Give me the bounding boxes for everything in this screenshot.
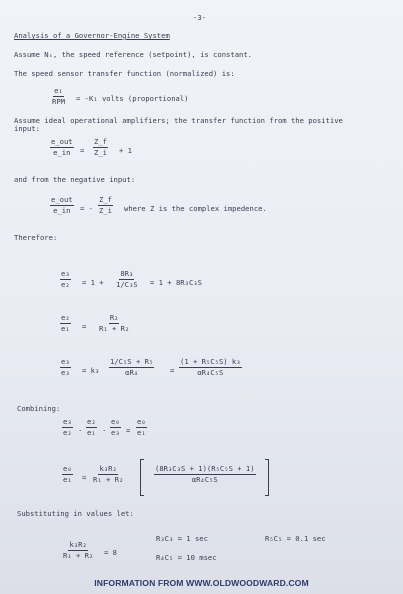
equation-2-lhs: $\frac{\text{e₂}}{\text{e₁}}$ xyxy=(61,313,70,333)
footer-watermark: INFORMATION FROM WWW.OLDWOODWARD.COM xyxy=(94,578,309,588)
paragraph-sensor: The speed sensor transfer function (normalized) is: xyxy=(14,69,235,78)
equation-4-factor-1: $\frac{\text{e₃}}{\text{e₂}}$ xyxy=(63,417,72,437)
value-r5c5: R₅C₅ = 0.1 sec xyxy=(265,534,326,543)
equation-1-eq: = 1 + xyxy=(82,278,104,287)
equation-4-dot-2: · xyxy=(102,426,107,435)
equation-positive-rhs: + 1 xyxy=(119,146,132,155)
equation-positive-lhs: e_out e_in xyxy=(51,137,73,157)
equation-1-lhs: $\frac{\text{e₃}}{\text{e₂}}$ xyxy=(61,269,70,289)
equation-negative-rhs-fraction: $\frac{Z\_f}{Z\_i}$ xyxy=(99,195,112,215)
heading: Analysis of a Governor-Engine System xyxy=(14,31,170,40)
paragraph-substituting: Substituting in values let: xyxy=(17,509,134,518)
page-number: -3- xyxy=(193,13,206,22)
equation-6-fraction: $\frac{\text{k₃R₂}}{\text{R₁ + R₂}}$ xyxy=(63,540,94,560)
equation-negative-lhs: e_out e_in xyxy=(51,195,73,215)
equation-3-lhs: $\frac{\text{e₃}}{\text{e₃}}$ xyxy=(61,357,70,377)
equation-1-rhs: = 1 + 8R₃C₃S xyxy=(150,278,202,287)
equation-sensor-rhs: = -K₁ volts (proportional) xyxy=(76,94,189,103)
equation-negative-note: where Z is the complex impedence. xyxy=(124,204,267,213)
equation-4-dot-1: · xyxy=(78,426,83,435)
equation-2-rhs-fraction: $\frac{\text{R₂}}{\text{R₁ + R₂}}$ xyxy=(99,313,130,333)
equation-sensor-fraction: e₁ RPM xyxy=(52,86,65,106)
right-bracket xyxy=(265,459,269,496)
value-r3c3: R₃C₃ = 1 sec xyxy=(156,534,208,543)
equation-3-eq: = k₃ xyxy=(82,366,100,375)
paragraph-therefore: Therefore: xyxy=(14,233,58,242)
paragraph-ideal-line2: input: xyxy=(14,124,40,133)
equation-negative-eq: = - xyxy=(80,204,93,213)
equation-5-lhs: $\frac{\text{e₀}}{\text{e₁}}$ xyxy=(63,464,72,484)
equation-4-factor-2: $\frac{\text{e₂}}{\text{e₁}}$ xyxy=(87,417,96,437)
paragraph-assume: Assume Nₛ, the speed reference (setpoint), is constant. xyxy=(14,50,252,59)
equation-4-eq: = xyxy=(126,426,131,435)
equation-1-mid-fraction: $\frac{\text{8R₃}}{\text{1/C₃S}}$ xyxy=(116,269,138,289)
equation-3-rhs-fraction: $\frac{\text{(1 + R₅C₅S) k₃}}{\text{αR₄C₅S}}$ xyxy=(180,357,241,377)
equation-5-mid-fraction: $\frac{\text{k₃R₂}}{\text{R₁ + R₂}}$ xyxy=(93,464,124,484)
left-bracket xyxy=(140,459,144,496)
equation-4-result: $\frac{\text{e₀}}{\text{e₁}}$ xyxy=(137,417,146,437)
value-r4c5: R₄C₅ = 10 msec xyxy=(156,553,217,562)
equation-4-factor-3: $\frac{\text{e₀}}{\text{e₃}}$ xyxy=(111,417,120,437)
equation-6-rhs: = 8 xyxy=(104,548,117,557)
equation-positive-eq: = xyxy=(80,146,85,155)
paragraph-combining: Combining: xyxy=(17,404,61,413)
equation-5-bracket-fraction: $\frac{\text{(8R₃C₃S + 1)(R₅C₅S + 1)}}{\text{αR₄C₅S}}$ xyxy=(155,464,255,484)
equation-positive-rhs-fraction: $\frac{Z\_f}{Z\_i}$ xyxy=(94,137,107,157)
equation-5-eq: = xyxy=(82,473,87,482)
paragraph-ideal-line1: Assume ideal operational amplifiers; the transfer function from the positive xyxy=(14,116,343,125)
equation-2-eq: = xyxy=(82,322,87,331)
equation-3-mid-fraction: $\frac{\text{1/C₅S + R₅}}{\text{αR₄}}$ xyxy=(110,357,154,377)
paragraph-negative: and from the negative input: xyxy=(14,175,136,184)
equation-3-eq2: = xyxy=(170,366,175,375)
